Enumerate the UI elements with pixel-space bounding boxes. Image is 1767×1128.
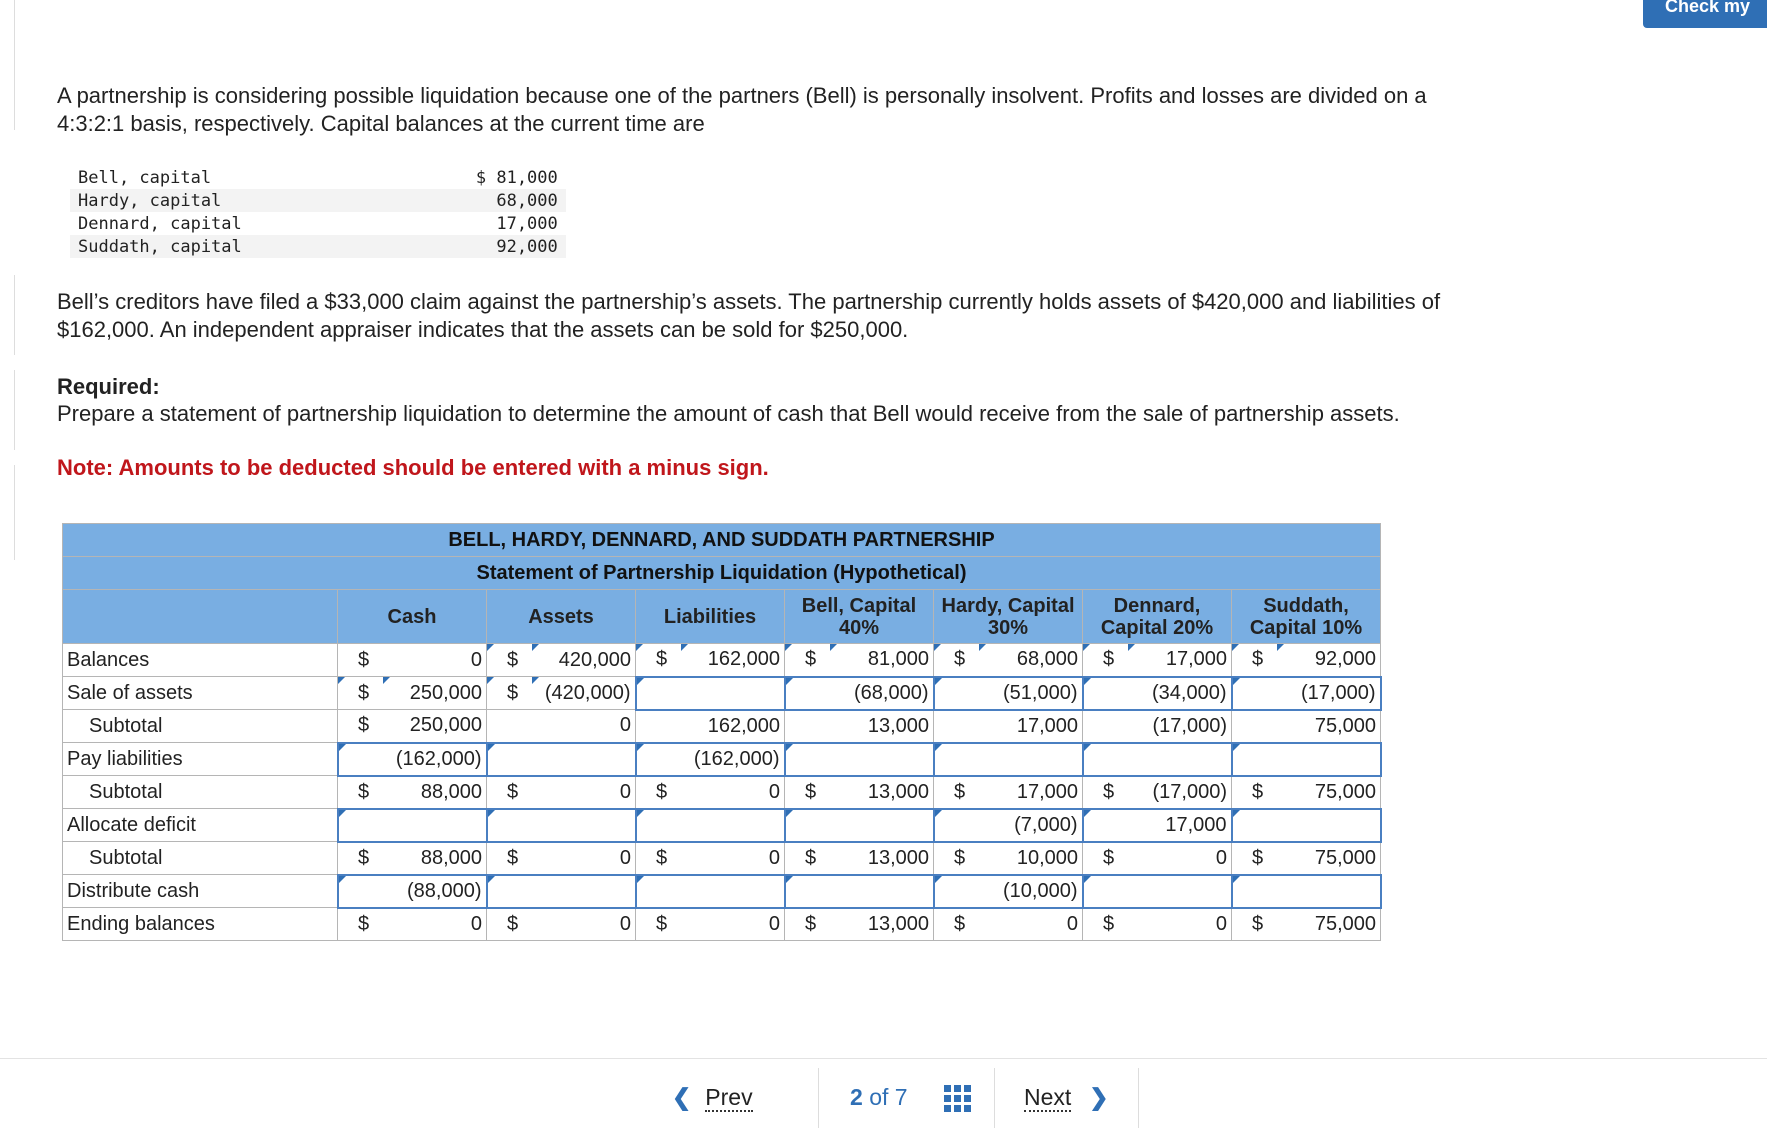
amount-input[interactable]: [636, 875, 785, 908]
amount-input[interactable]: [1232, 809, 1381, 842]
capital-row: [70, 235, 566, 258]
grid-icon[interactable]: [944, 1085, 971, 1112]
amount-cell: 13,000: [830, 908, 934, 941]
row-label: Sale of assets: [63, 677, 338, 710]
dollar-sign: $: [487, 842, 532, 875]
capital-label: Hardy, capital: [70, 189, 250, 212]
dollar-sign: $: [785, 842, 830, 875]
dollar-sign: $: [1232, 908, 1277, 941]
dollar-sign: $: [1232, 776, 1277, 809]
amount-cell: 13,000: [830, 710, 934, 743]
capital-label: Dennard, capital: [78, 213, 242, 234]
table-row: [63, 875, 1381, 908]
page-indicator: [850, 1084, 908, 1111]
amount-cell[interactable]: (420,000): [532, 677, 636, 710]
dollar-sign: $: [338, 710, 383, 743]
prev-label: Prev: [705, 1084, 753, 1110]
amount-input[interactable]: [487, 743, 636, 776]
amount-cell: 162,000: [681, 710, 785, 743]
amount-input[interactable]: (68,000): [785, 677, 934, 710]
footer-divider: [0, 1058, 1767, 1059]
row-label: Distribute cash: [63, 875, 338, 908]
amount-input[interactable]: [934, 743, 1083, 776]
table-row: [63, 644, 1381, 677]
row-label: Subtotal: [63, 710, 338, 743]
next-button[interactable]: [1024, 1084, 1109, 1111]
capital-row: [70, 212, 566, 235]
amount-cell: 0: [1128, 908, 1232, 941]
amount-cell: 0: [681, 842, 785, 875]
required-text: Prepare a statement of partnership liquidation to determine the amount of cash that Bell would receive from the sale of partnership assets.: [57, 401, 1400, 426]
table-row: [63, 743, 1381, 776]
dollar-sign: $: [1232, 842, 1277, 875]
amount-cell: 88,000: [383, 776, 487, 809]
amount-cell: 0: [532, 908, 636, 941]
dollar-sign: [487, 710, 532, 743]
row-label: Ending balances: [63, 908, 338, 941]
dollar-sign: $: [338, 644, 383, 677]
amount-cell[interactable]: 162,000: [681, 644, 785, 677]
dollar-sign: $: [636, 776, 681, 809]
amount-cell[interactable]: 250,000: [383, 677, 487, 710]
capital-amount: 68,000: [250, 189, 566, 212]
dollar-sign: $: [934, 776, 979, 809]
dollar-sign: $: [1083, 842, 1128, 875]
amount-cell[interactable]: 68,000: [979, 644, 1083, 677]
capital-label: Suddath, capital: [70, 235, 250, 258]
amount-input[interactable]: (34,000): [1083, 677, 1232, 710]
check-my-work-button[interactable]: Check my: [1643, 0, 1767, 28]
table-row: [63, 710, 1381, 743]
required-heading: Required:: [57, 374, 160, 399]
capital-row: [70, 166, 566, 189]
amount-cell: 0: [1128, 842, 1232, 875]
amount-input[interactable]: [487, 809, 636, 842]
amount-cell: 75,000: [1277, 842, 1381, 875]
liquidation-statement-table: [62, 523, 1382, 941]
amount-input[interactable]: [1083, 743, 1232, 776]
table-title: BELL, HARDY, DENNARD, AND SUDDATH PARTNERSHIP: [63, 524, 1381, 557]
capital-amount: 92,000: [250, 235, 566, 258]
chevron-right-icon: ❯: [1089, 1084, 1109, 1110]
next-label: Next: [1024, 1084, 1072, 1110]
column-header: Cash: [338, 590, 487, 644]
capital-amount: 17,000: [496, 213, 558, 234]
left-edge-divider: [0, 465, 15, 560]
amount-cell: 75,000: [1277, 776, 1381, 809]
dollar-sign: $: [1083, 776, 1128, 809]
amount-input[interactable]: (10,000): [934, 875, 1083, 908]
table-row: [63, 677, 1381, 710]
amount-cell: 0: [383, 644, 487, 677]
table-subtitle: Statement of Partnership Liquidation (Hypothetical): [63, 557, 1381, 590]
amount-cell: 17,000: [979, 710, 1083, 743]
amount-cell: (17,000): [1128, 710, 1232, 743]
column-header: Dennard, Capital 20%: [1083, 590, 1232, 644]
amount-cell: 88,000: [383, 842, 487, 875]
problem-details: Bell’s creditors have filed a $33,000 claim against the partnership’s assets. The partnership currently holds assets of $420,000 and liabilities of $162,000. An independent appraiser indicates that the assets can be sold for $250,000.: [57, 289, 1441, 342]
left-edge-divider: [0, 0, 15, 130]
page-of: of 7: [869, 1084, 908, 1110]
amount-cell[interactable]: 81,000: [830, 644, 934, 677]
amount-input[interactable]: [1232, 875, 1381, 908]
dollar-sign: $: [1083, 908, 1128, 941]
amount-input[interactable]: [785, 875, 934, 908]
row-label: Allocate deficit: [63, 809, 338, 842]
table-row: [63, 776, 1381, 809]
left-edge-divider: [0, 275, 15, 355]
dollar-sign: [785, 710, 830, 743]
dollar-sign: $: [934, 842, 979, 875]
amount-input[interactable]: [785, 743, 934, 776]
amount-input[interactable]: (88,000): [338, 875, 487, 908]
amount-input[interactable]: [636, 677, 785, 710]
capital-balances-table: [70, 166, 566, 258]
column-header: Suddath, Capital 10%: [1232, 590, 1381, 644]
dollar-sign: $: [636, 842, 681, 875]
dollar-sign: $: [487, 644, 532, 677]
dollar-sign: $: [1083, 644, 1128, 677]
dollar-sign: $: [487, 677, 532, 710]
column-header-blank: [63, 590, 338, 644]
dollar-sign: $: [487, 908, 532, 941]
row-label: Subtotal: [63, 776, 338, 809]
column-header: Assets: [487, 590, 636, 644]
amount-cell: 0: [979, 908, 1083, 941]
amount-cell: 13,000: [830, 842, 934, 875]
capital-row: [70, 189, 566, 212]
amount-input[interactable]: (51,000): [934, 677, 1083, 710]
column-header: Liabilities: [636, 590, 785, 644]
table-row: [63, 809, 1381, 842]
amount-input[interactable]: 17,000: [1083, 809, 1232, 842]
dollar-sign: $: [487, 776, 532, 809]
amount-cell: 0: [532, 710, 636, 743]
capital-amount: $ 81,000: [475, 167, 558, 188]
amount-input[interactable]: (162,000): [636, 743, 785, 776]
column-header: Hardy, Capital 30%: [934, 590, 1083, 644]
dollar-sign: $: [934, 644, 979, 677]
table-row: [63, 908, 1381, 941]
dollar-sign: $: [636, 908, 681, 941]
amount-input[interactable]: (7,000): [934, 809, 1083, 842]
chevron-left-icon: ❮: [672, 1084, 692, 1110]
amount-cell: (17,000): [1128, 776, 1232, 809]
footer-separator: [1138, 1068, 1139, 1128]
amount-cell: 0: [681, 776, 785, 809]
amount-input[interactable]: [1232, 743, 1381, 776]
amount-cell: 75,000: [1277, 908, 1381, 941]
footer-separator: [818, 1068, 819, 1128]
amount-cell: 250,000: [383, 710, 487, 743]
dollar-sign: $: [934, 908, 979, 941]
column-header: Bell, Capital 40%: [785, 590, 934, 644]
amount-cell: 13,000: [830, 776, 934, 809]
dollar-sign: $: [338, 842, 383, 875]
amount-input[interactable]: [785, 809, 934, 842]
dollar-sign: $: [338, 677, 383, 710]
row-label: Balances: [63, 644, 338, 677]
dollar-sign: [934, 710, 979, 743]
amount-input[interactable]: [338, 809, 487, 842]
left-edge-divider: [0, 370, 15, 450]
prev-button[interactable]: [672, 1084, 792, 1111]
amount-cell: 10,000: [979, 842, 1083, 875]
amount-cell: 0: [532, 842, 636, 875]
capital-label: Bell, capital: [78, 167, 212, 188]
amount-input[interactable]: (17,000): [1232, 677, 1381, 710]
amount-input[interactable]: [636, 809, 785, 842]
dollar-sign: [1232, 710, 1277, 743]
row-label: Pay liabilities: [63, 743, 338, 776]
amount-cell[interactable]: 420,000: [532, 644, 636, 677]
dollar-sign: $: [338, 776, 383, 809]
amount-cell[interactable]: 92,000: [1277, 644, 1381, 677]
instruction-note: Note: Amounts to be deducted should be entered with a minus sign.: [57, 455, 769, 480]
amount-input[interactable]: [487, 875, 636, 908]
page-current: 2: [850, 1084, 863, 1110]
dollar-sign: $: [785, 776, 830, 809]
dollar-sign: $: [1232, 644, 1277, 677]
amount-cell: 0: [383, 908, 487, 941]
amount-cell[interactable]: 17,000: [1128, 644, 1232, 677]
amount-input[interactable]: [1083, 875, 1232, 908]
dollar-sign: $: [785, 908, 830, 941]
amount-cell: 0: [532, 776, 636, 809]
footer-separator: [994, 1068, 995, 1128]
amount-cell: 17,000: [979, 776, 1083, 809]
dollar-sign: [636, 710, 681, 743]
problem-intro: A partnership is considering possible liquidation because one of the partners (Bell) is personally insolvent. Profits and losses are divided on a 4:3:2:1 basis, respectively. Capital balances at the current time are: [57, 83, 1427, 136]
row-label: Subtotal: [63, 842, 338, 875]
dollar-sign: $: [636, 644, 681, 677]
dollar-sign: $: [338, 908, 383, 941]
amount-cell: 75,000: [1277, 710, 1381, 743]
dollar-sign: $: [785, 644, 830, 677]
amount-cell: 0: [681, 908, 785, 941]
dollar-sign: [1083, 710, 1128, 743]
amount-input[interactable]: (162,000): [338, 743, 487, 776]
table-row: [63, 842, 1381, 875]
